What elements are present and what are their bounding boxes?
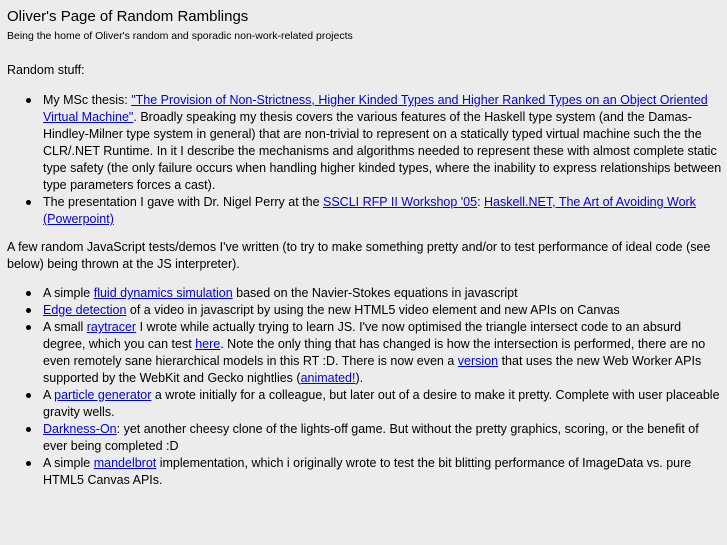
item-text: a wrote initially for a colleague, but later out of a desire to make it pretty. Complete with user placeable gravity wells. (43, 388, 720, 419)
item-text: A (43, 388, 55, 402)
list-item-edge (7, 302, 726, 319)
raytracer-test-link[interactable]: here (195, 337, 221, 351)
random-stuff-heading: Random stuff: (7, 63, 85, 77)
item-text: implementation, which i originally wrote to test the bit blitting performance of ImageData vs. pure HTML5 Canvas APIs. (43, 456, 692, 487)
darkness-on-link[interactable]: Darkness-On (43, 422, 117, 436)
item-text: : yet another cheesy clone of the lights-off game. But without the pretty graphics, scoring, or the benefit of ever being completed :D (43, 422, 699, 453)
fluid-dynamics-link[interactable]: fluid dynamics simulation (93, 286, 233, 300)
bullet-icon (26, 325, 31, 330)
workshop-link[interactable]: SSCLI RFP II Workshop '05 (323, 195, 478, 209)
item-text: A simple (43, 456, 94, 470)
item-text: My MSc thesis: (43, 93, 132, 107)
page-subtitle: Being the home of Oliver's random and sporadic non-work-related projects (7, 30, 353, 42)
bullet-icon (26, 393, 31, 398)
item-text: A simple (43, 286, 94, 300)
bullet-icon (26, 461, 31, 466)
item-text: that uses the new Web Worker APIs supported by the WebKit and Gecko nightlies ( (43, 354, 702, 385)
random-stuff-list (7, 92, 727, 228)
item-text: of a video in javascript by using the new HTML5 video element and new APIs on Canvas (126, 303, 620, 317)
bullet-icon (26, 427, 31, 432)
item-text: . Broadly speaking my thesis covers the various features of the Haskell type system (and the Damas-Hindley-Milner type system in general) that are non-trivial to represent on a statically typed virtual machine such the the CLR/.NET Runtime. In it I describe the mechanisms and algorithms needed to represent these with almost complete static type safety (the only failure occurs when handling higher kinded types, where the inability to express relationships between type parameters forces a cast). (43, 110, 722, 192)
item-text: I wrote while actually trying to learn JS. I've now optimised the triangle intersect code to an absurd degree, which you can test (43, 320, 682, 351)
list-item-mandelbrot (7, 455, 726, 489)
bullet-icon (26, 308, 31, 313)
bullet-icon (26, 200, 31, 205)
bullet-icon (26, 291, 31, 296)
list-item-particles (7, 387, 726, 421)
thesis-link[interactable]: "The Provision of Non-Strictness, Higher Kinded Types and Higher Ranked Types on an Object Oriented Virtual Machine" (43, 93, 708, 124)
raytracer-worker-version-link[interactable]: version (457, 354, 499, 368)
list-item-presentation (7, 194, 726, 228)
list-item-thesis (7, 92, 726, 194)
js-intro: A few random JavaScript tests/demos I've written (to try to make something pretty and/or to test performance of ideal code (see below) being thrown at the JS interpreter). (7, 240, 711, 271)
item-text: The presentation I gave with Dr. Nigel Perry at the (43, 195, 323, 209)
list-item-fluid (7, 285, 726, 302)
list-item-raytracer (7, 319, 726, 387)
js-demos-list (7, 285, 727, 489)
item-text: ). (355, 371, 364, 385)
list-item-darkness-on (7, 421, 726, 455)
item-text: . Note the only thing that has changed is how the intersection is performed, there are no even remotely sane hierarchical models in this RT :D. There is now even a (43, 337, 706, 368)
raytracer-animated-link[interactable]: animated! (300, 371, 356, 385)
bullet-icon (26, 98, 31, 103)
item-text: : (477, 195, 485, 209)
item-text: based on the Navier-Stokes equations in javascript (232, 286, 518, 300)
item-text: A small (43, 320, 87, 334)
presentation-link[interactable]: Haskell.NET, The Art of Avoiding Work (Powerpoint) (43, 195, 696, 226)
edge-detection-link[interactable]: Edge detection (43, 303, 127, 317)
page-title: Oliver's Page of Random Ramblings (7, 8, 249, 25)
raytracer-link[interactable]: raytracer (86, 320, 137, 334)
particle-generator-link[interactable]: particle generator (54, 388, 152, 402)
mandelbrot-link[interactable]: mandelbrot (93, 456, 157, 470)
